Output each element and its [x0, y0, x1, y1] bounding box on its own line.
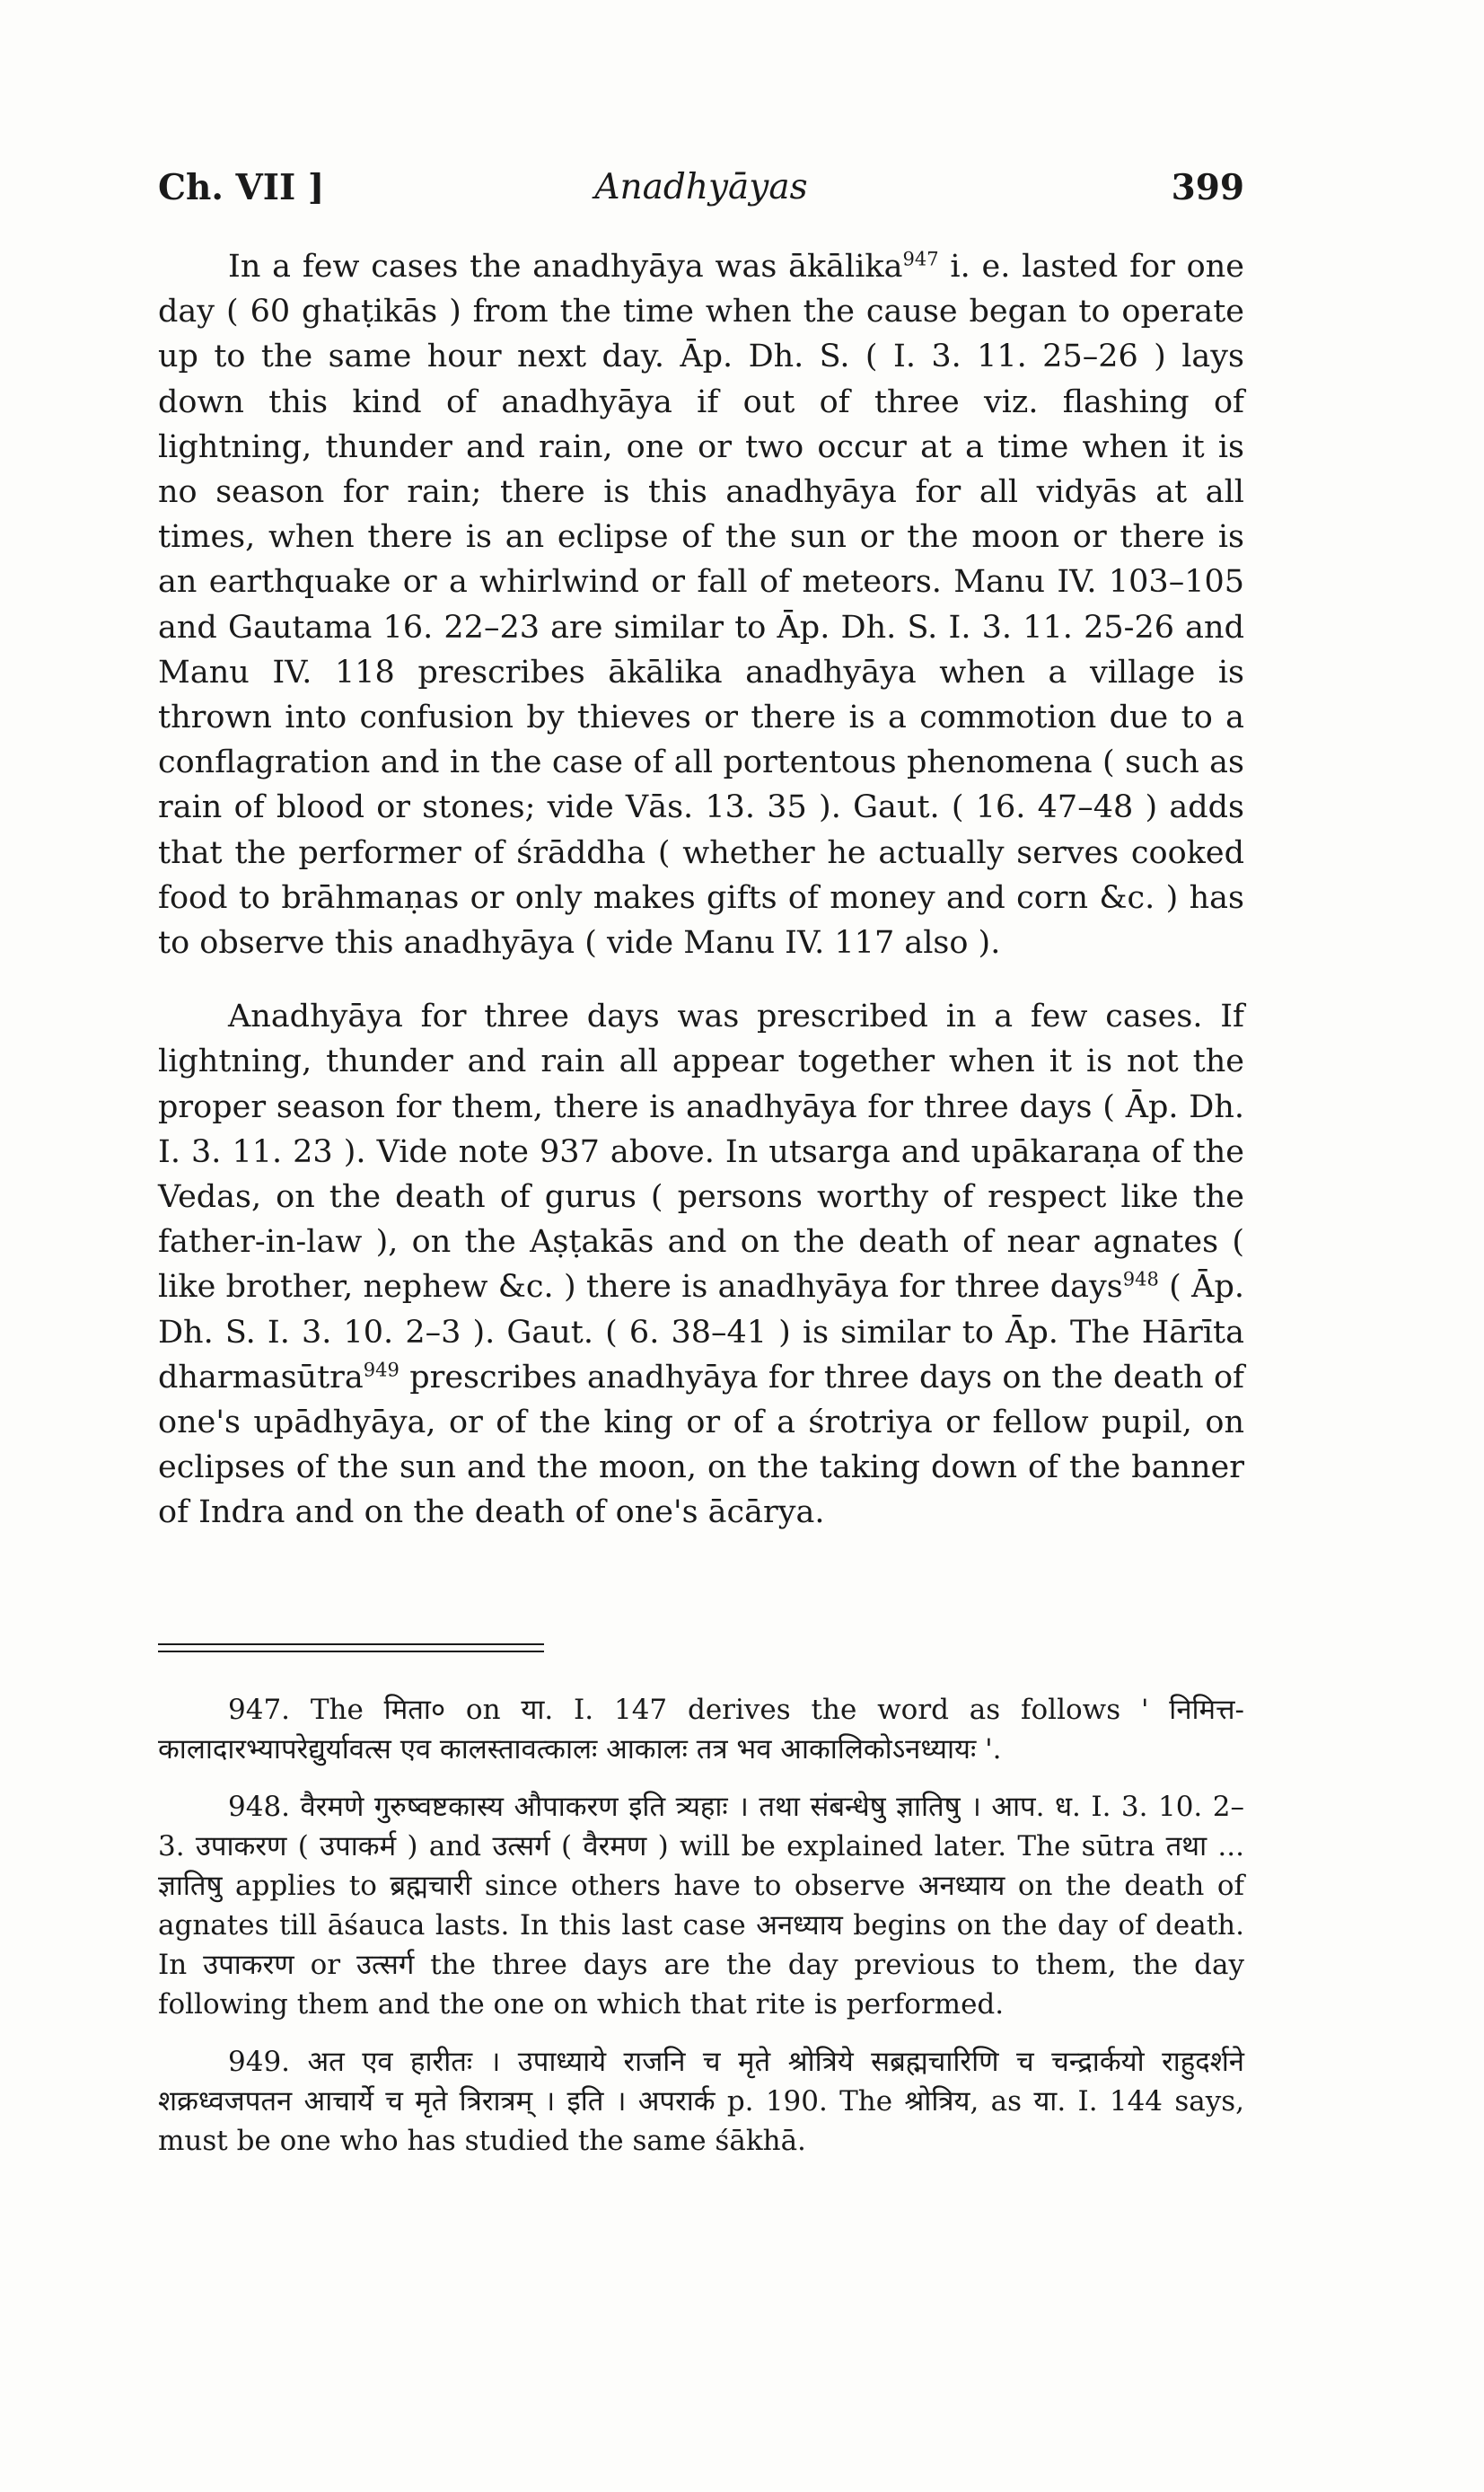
footnote-rule-bottom — [158, 1651, 544, 1652]
footnote-number: 949. — [228, 2046, 291, 2078]
footnote-number: 947. — [228, 1694, 291, 1726]
chapter-label: Ch. VII ] — [158, 167, 325, 208]
paragraph-2-text-a: Anadhyāya for three days was prescribed in a few cases. If lightning, thunder and rain all appear together when it is not the proper season for them, there is anadhyāya for three days ( Āp. Dh. I. 3. 11. 23 ). Vide note 937 above. In utsarga and upākaraṇa of the Vedas, on the death of gurus ( persons worthy of respect like the father-in-law ), on the Aṣṭakās and on the death of near agnates ( like brother, nephew &c. ) there is anadhyāya for three days — [158, 999, 1244, 1306]
paragraph-2-text-b: ( Āp. Dh. S. I. 3. 10. 2–3 ). Gaut. ( 6. 38–41 ) is similar to Āp. The Hārīta dharmasūtra — [158, 1269, 1244, 1396]
footnote-ref-948: 948 — [1122, 1268, 1159, 1290]
footnote-number: 948. — [228, 1791, 291, 1823]
running-title: Anadhyāyas — [594, 167, 808, 207]
footnote-text: The मिता० on या. I. 147 derives the word as follows ' निमित्त-कालादारभ्यापरेद्युर्यावत्स एव कालस्तावत्कालः आकालः तत्र भव आकालिकोऽनध्यायः '. — [158, 1694, 1244, 1766]
paragraph-2 — [158, 994, 1244, 1535]
main-text — [158, 244, 1244, 1536]
footnote-ref-947: 947 — [902, 248, 939, 270]
footnotes — [158, 1690, 1244, 2161]
running-head — [158, 167, 1244, 221]
paragraph-1 — [158, 244, 1244, 965]
footnote-948 — [158, 1787, 1244, 2024]
paragraph-1-text-b: i. e. lasted for one day ( 60 ghaṭikās ) from the time when the cause began to operate up to the same hour next day. Āp. Dh. S. ( I. 3. 11. 25–26 ) lays down this kind of anadhyāya if out of three viz. flashing of lightning, thunder and rain, one or two occur at a time when it is no season for rain; there is this anadhyāya for all vidyās at all times, when there is an eclipse of the sun or the moon or there is an earthquake or a whirlwind or fall of meteors. Manu IV. 103–105 and Gautama 16. 22–23 are similar to Āp. Dh. S. I. 3. 11. 25-26 and Manu IV. 118 prescribes ākālika anadhyāya when a village is thrown into confusion by thieves or there is a commotion due to a conflagration and in the case of all portentous phenomena ( such as rain of blood or stones; vide Vās. 13. 35 ). Gaut. ( 16. 47–48 ) adds that the performer of śrāddha ( whether he actually serves cooked food to brāhmaṇas or only makes gifts of money and corn &c. ) has to observe this anadhyāya ( vide Manu IV. 117 also ). — [158, 249, 1245, 962]
page-number: 399 — [1171, 167, 1244, 208]
paragraph-2-text-c: prescribes anadhyāya for three days on the death of one's upādhyāya, or of the king or of a śrotriya or fellow pupil, on eclipses of the sun and the moon, on the taking down of the banner of Indra and on the death of one's ācārya. — [158, 1359, 1244, 1531]
footnote-949 — [158, 2042, 1244, 2161]
footnote-rule-top — [158, 1643, 544, 1645]
footnote-text: वैरमणे गुरुष्वष्टकास्य औपाकरण इति त्र्यहाः । तथा संबन्धेषु ज्ञातिषु । आप. ध. I. 3. 10. 2–3. उपाकरण ( उपाकर्म ) and उत्सर्ग ( वैरमण ) will be explained later. The sūtra तथा ... ज्ञातिषु applies to ब्रह्मचारी since others have to observe अनध्याय on the death of agnates till āśauca lasts. In this last case अनध्याय begins on the day of death. In उपाकरण or उत्सर्ग the three days are the day previous to them, the day following them and the one on which that rite is performed. — [158, 1791, 1244, 2021]
footnote-947 — [158, 1690, 1244, 1769]
footnote-ref-949: 949 — [363, 1359, 400, 1381]
footnote-text: अत एव हारीतः । उपाध्याये राजनि च मृते श्रोत्रिये सब्रह्मचारिणि च चन्द्रार्कयो राहुदर्शने शक्रध्वजपतन आचार्ये च मृते त्रिरात्रम् । इति । अपरार्क p. 190. The श्रोत्रिय, as या. I. 144 says, must be one who has studied the same śākhā. — [158, 2046, 1244, 2157]
paragraph-1-text-a: In a few cases the anadhyāya was ākālika — [228, 249, 903, 285]
